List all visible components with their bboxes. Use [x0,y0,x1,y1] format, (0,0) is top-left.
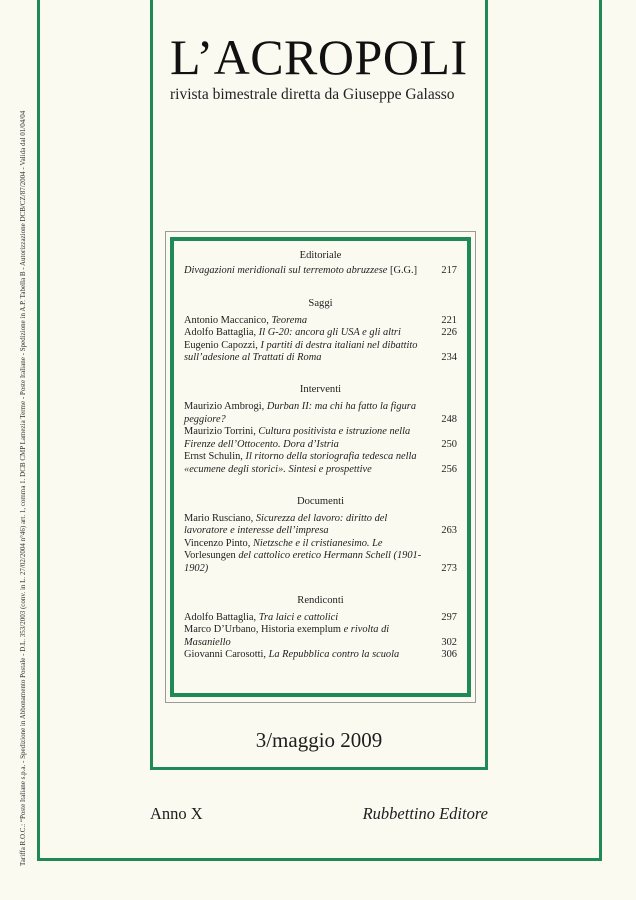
entry-title: La Repubblica contro la scuola [268,649,400,661]
volume-year: Anno X [150,804,203,823]
entry-title: Il ritorno della storiografia tedesca nella «ecumene degli storici». Sintesi e prospettive [184,451,417,475]
entry-author: Eugenio Capozzi, [184,339,261,351]
masthead [170,28,468,104]
toc-section-heading: Saggi [308,297,333,309]
entry-author: Maurizio Torrini, [184,426,259,438]
table-of-contents [170,237,471,697]
toc-entry[interactable] [184,451,457,476]
entry-title: Cultura positivista e istruzione nella Firenze dell’Ottocento. Dora d’Istria [184,426,411,450]
entry-author: Antonio Maccanico, [184,314,272,326]
entry-title: Tra laici e cattolici [258,611,339,623]
entry-title: Sicurezza del lavoro: diritto del lavoratore e interesse dell’impresa [184,512,388,537]
page-number: 306 [441,649,457,661]
page-number: 273 [441,562,457,574]
entry-author: Marco D’Urbano, Historia exemplum [184,624,344,636]
page-number: 302 [441,636,457,648]
toc-section-heading: Editoriale [299,250,342,261]
entry-author: [G.G.] [387,265,418,276]
toc-section-heading: Interventi [299,383,342,395]
entry-title: del cattolico eretico Hermann Schell (1901-1902) [184,550,422,574]
toc-entry[interactable] [184,538,457,576]
toc-section-heading: Rendiconti [297,594,344,606]
toc-entry[interactable] [184,513,457,538]
toc-entry[interactable] [184,401,457,426]
toc-entry[interactable] [184,265,457,278]
entry-author: Maurizio Ambrogi, [184,400,267,412]
entry-title: e rivolta di Masaniello [184,624,390,648]
toc-entry[interactable] [184,612,457,625]
entry-author: Giovanni Carosotti, [184,649,269,661]
toc-entry[interactable] [184,327,457,340]
toc-entry[interactable] [184,624,457,649]
entry-author: Mario Rusciano, [184,512,256,524]
toc-entry[interactable] [184,340,457,365]
page-number: 248 [441,413,457,425]
entry-title: I partiti di destra italiani nel dibattito sull’adesione al Trattati di Roma [184,339,418,364]
entry-title: Nietzsche e il cristianesimo. Le [252,537,383,549]
page-number: 297 [441,611,457,623]
page-number: 234 [441,352,457,364]
entry-author: Vincenzo Pinto, [184,537,253,549]
publisher-name: Rubbettino Editore [362,804,488,823]
entry-title: Teorema [271,314,308,326]
page-number: 263 [441,525,457,537]
page-number: 217 [441,265,457,276]
journal-title: L’ACROPOLI [170,29,468,85]
issue-date: 3/maggio 2009 [255,728,383,752]
entry-author: Ernst Schulin, [184,451,246,463]
entry-title: Divagazioni meridionali sul terremoto abruzzese [184,265,388,276]
page-number: 226 [441,327,457,339]
toc-entry[interactable] [184,426,457,451]
toc-entry[interactable] [184,649,457,662]
toc-entry[interactable] [184,315,457,328]
journal-subtitle: rivista bimestrale diretta da Giuseppe Galasso [170,86,455,103]
entry-title-roman: Vorlesungen [184,550,236,562]
postal-notice: Tariffa R.O.C.: “Poste Italiane s.p.a. - Spedizione in Abbonamento Postale - D.L. 353/2003 (conv. in L. 27/02/2004 n°46) art. 1, comma 1. DCB CMP Lamezia Terme - Poste Italiane - Spedizione in A.P. Tabella B - Autorizzazione DCB/CZ/87/2004 - Valida dal 01/04/04 [19,110,27,866]
entry-author: Adolfo Battaglia, [184,327,259,339]
entry-author: Adolfo Battaglia, [184,611,259,623]
page-number: 250 [441,438,457,450]
page-number: 256 [441,463,457,475]
page-number: 221 [441,314,457,326]
toc-section-heading: Documenti [296,495,345,507]
entry-title: Il G-20: ancora gli USA e gli altri [258,327,401,339]
entry-title: Durban II: ma chi ha fatto la figura peggiore? [184,400,417,425]
